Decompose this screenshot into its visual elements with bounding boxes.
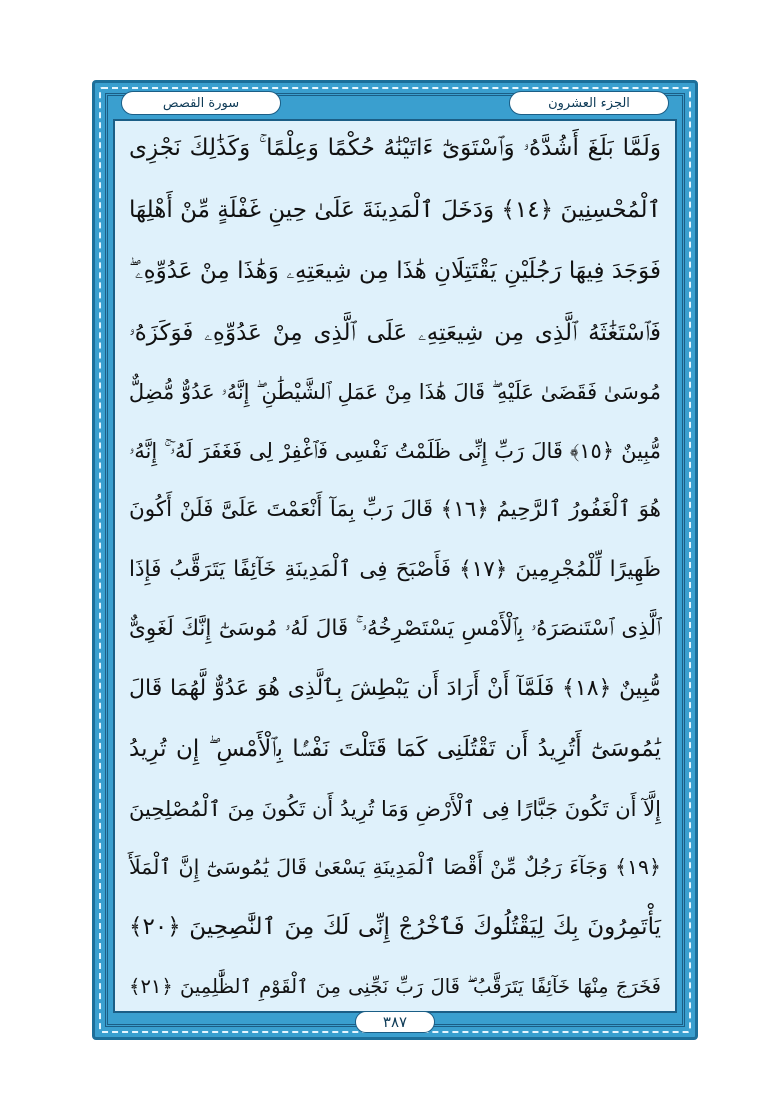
text-line: يَٰمُوسَىٰٓ أَتُرِيدُ أَن تَقْتُلَنِى كَمَا قَتَلْتَ نَفْسًۢا بِٱلْأَمْسِ ۖ إِن تُرِيدُ [129,736,661,763]
text-line: هُوَ ٱلْغَفُورُ ٱلرَّحِيمُ ﴿١٦﴾ قَالَ رَبِّ بِمَآ أَنْعَمْتَ عَلَىَّ فَلَنْ أَكُونَ [129,497,662,523]
verse-lines [129,131,661,1001]
text-line: مُوسَىٰ فَقَضَىٰ عَلَيْهِ ۖ قَالَ هَٰذَا مِنْ عَمَلِ ٱلشَّيْطَٰنِ ۖ إِنَّهُۥ عَدُوٌّ مُّضِلٌّ [128,380,661,405]
text-line: مُّبِينٌ ﴿١٥﴾ قَالَ رَبِّ إِنِّى ظَلَمْتُ نَفْسِى فَٱغْفِرْ لِى فَغَفَرَ لَهُۥٓ ۚ إِنَّهُۥ [129,438,661,463]
text-line: ظَهِيرًا لِّلْمُجْرِمِينَ ﴿١٧﴾ فَأَصْبَحَ فِى ٱلْمَدِينَةِ خَآئِفًا يَتَرَقَّبُ فَإِذَا [129,556,662,582]
text-line: إِلَّآ أَن تَكُونَ جَبَّارًا فِى ٱلْأَرْضِ وَمَا تُرِيدُ أَن تَكُونَ مِنَ ٱلْمُصْلِحِينَ [129,796,661,821]
text-line: ٱلَّذِى ٱسْتَنصَرَهُۥ بِٱلْأَمْسِ يَسْتَصْرِخُهُۥ ۚ قَالَ لَهُۥ مُوسَىٰٓ إِنَّكَ لَغَوِىٌّ [129,615,661,641]
text-line: مُّبِينٌ ﴿١٨﴾ فَلَمَّآ أَنْ أَرَادَ أَن يَبْطِشَ بِٱلَّذِى هُوَ عَدُوٌّ لَّهُمَا قَالَ [129,676,661,702]
text-line: فَٱسْتَغَٰثَهُ ٱلَّذِى مِن شِيعَتِهِۦ عَلَى ٱلَّذِى مِنْ عَدُوِّهِۦ فَوَكَزَهُۥ [129,319,661,346]
text-line: وَلَمَّا بَلَغَ أَشُدَّهُۥ وَٱسْتَوَىٰٓ ءَاتَيْنَٰهُ حُكْمًا وَعِلْمًا ۚ وَكَذَٰلِكَ نَجْزِى [129,135,661,161]
juz-label: الجزء العشرون [509,91,669,115]
text-line: فَخَرَجَ مِنْهَا خَآئِفًا يَتَرَقَّبُ ۖ قَالَ رَبِّ نَجِّنِى مِنَ ٱلْقَوْمِ ٱلظَّٰلِمِينَ ﴿٢١﴾ [129,974,661,998]
text-line: ٱلْمُحْسِنِينَ ﴿١٤﴾ وَدَخَلَ ٱلْمَدِينَةَ عَلَىٰ حِينِ غَفْلَةٍ مِّنْ أَهْلِهَا [129,196,661,223]
text-area [113,119,677,1013]
page-frame [92,80,698,1040]
text-line: يَأْتَمِرُونَ بِكَ لِيَقْتُلُوكَ فَٱخْرُجْ إِنِّى لَكَ مِنَ ٱلنَّٰصِحِينَ ﴿٢٠﴾ [129,914,661,941]
surah-label: سورة القصص [121,91,281,115]
page-number: ٣٨٧ [355,1011,435,1033]
text-line: ﴿١٩﴾ وَجَآءَ رَجُلٌ مِّنْ أَقْصَا ٱلْمَدِينَةِ يَسْعَىٰ قَالَ يَٰمُوسَىٰٓ إِنَّ ٱلْمَلَأَ [129,855,661,880]
text-line: فَوَجَدَ فِيهَا رَجُلَيْنِ يَقْتَتِلَانِ هَٰذَا مِن شِيعَتِهِۦ وَهَٰذَا مِنْ عَدُوِّهِۦ ۖ [129,258,661,285]
